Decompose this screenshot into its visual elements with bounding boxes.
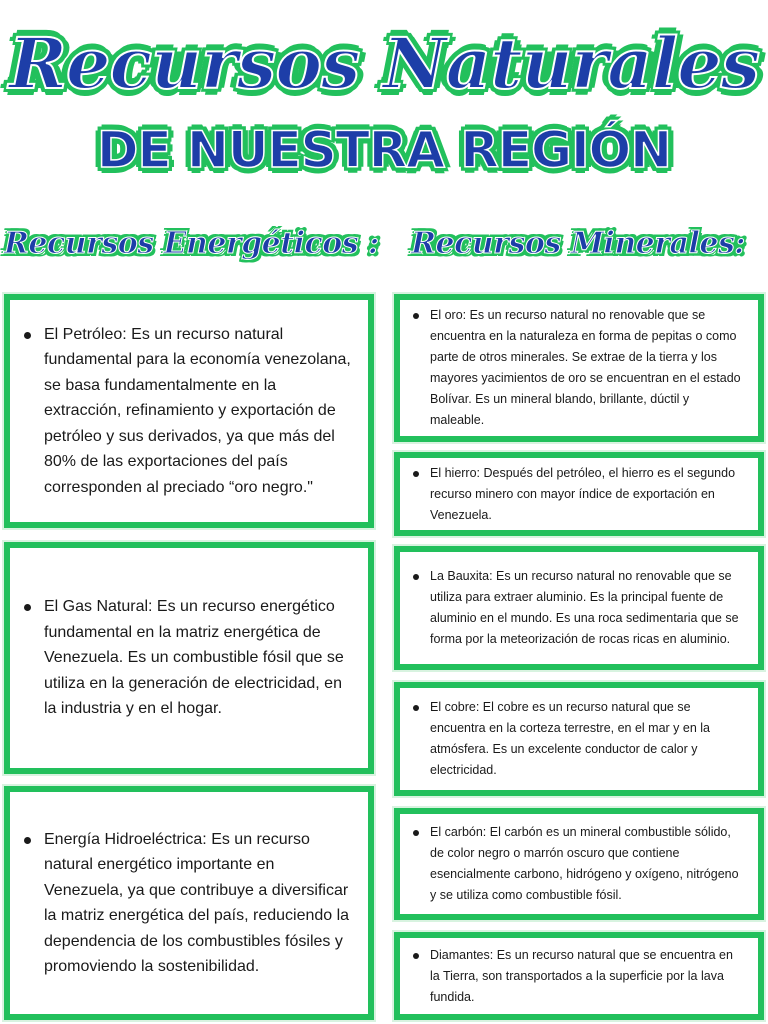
list-item: El hierro: Después del petróleo, el hierro es el segundo recurso minero con mayor índice de exportación en Venezuela. — [430, 463, 746, 526]
list-item: El Gas Natural: Es un recurso energético fundamental en la matriz energética de Venezuela. Es un combustible fósil que se utiliza en la generación de electricidad, en la industria y en el hogar. — [44, 594, 356, 722]
poster-subtitle: DE NUESTRA REGIÓN — [96, 121, 672, 179]
mineral-card-carbon — [394, 808, 764, 920]
energy-card-hidro — [4, 786, 374, 1020]
list-item: El oro: Es un recurso natural no renovable que se encuentra en la naturaleza en forma de pepitas o como parte de otros minerales. Se extrae de la tierra y los mayores yacimientos de oro se encuentran en el estado Bolívar. Es un mineral blando, brillante, dúctil y maleable. — [430, 305, 746, 431]
mineral-card-hierro — [394, 452, 764, 536]
minerals-list — [400, 822, 758, 906]
list-item: Diamantes: Es un recurso natural que se encuentra en la Tierra, son transportados a la superficie por la lava fundida. — [430, 945, 746, 1008]
poster-title: Recursos Naturales — [8, 22, 760, 105]
list-item: La Bauxita: Es un recurso natural no renovable que se utiliza para extraer aluminio. Es la principal fuente de aluminio en el mundo. Es una roca sedimentaria que se forma por la meteorización de rocas ricas en aluminio. — [430, 566, 746, 650]
list-item: Energía Hidroeléctrica: Es un recurso natural energético importante en Venezuela, ya que contribuye a diversificar la matriz energética del país, reduciendo la dependencia de los combustibles fósiles y promoviendo la sostenibilidad. — [44, 827, 356, 980]
energy-heading: Recursos Energéticos : — [4, 226, 379, 261]
mineral-card-diamantes — [394, 932, 764, 1020]
list-item: El cobre: El cobre es un recurso natural que se encuentra en la corteza terrestre, en el mar y en la atmósfera. Es un excelente conductor de calor y electricidad. — [430, 697, 746, 781]
list-item: El Petróleo: Es un recurso natural fundamental para la economía venezolana, se basa fundamentalmente en la extracción, refinamiento y exportación de petróleo y sus derivados, ya que más del 80% de las exportaciones del país corresponden al preciado “oro negro." — [44, 322, 356, 501]
energy-list — [10, 322, 368, 501]
minerals-heading: Recursos Minerales: — [411, 226, 745, 261]
energy-card-gas — [4, 542, 374, 774]
energy-list — [10, 594, 368, 722]
minerals-list — [400, 305, 758, 431]
mineral-card-oro — [394, 294, 764, 442]
list-item: El carbón: El carbón es un mineral combustible sólido, de color negro o marrón oscuro que contiene esencialmente carbono, hidrógeno y oxígeno, nitrógeno y se utiliza como combustible fósil. — [430, 822, 746, 906]
minerals-list — [400, 566, 758, 650]
minerals-list — [400, 697, 758, 781]
energy-card-petroleo — [4, 294, 374, 528]
minerals-list — [400, 945, 758, 1008]
energy-list — [10, 827, 368, 980]
minerals-list — [400, 463, 758, 526]
mineral-card-bauxita — [394, 546, 764, 670]
mineral-card-cobre — [394, 682, 764, 796]
